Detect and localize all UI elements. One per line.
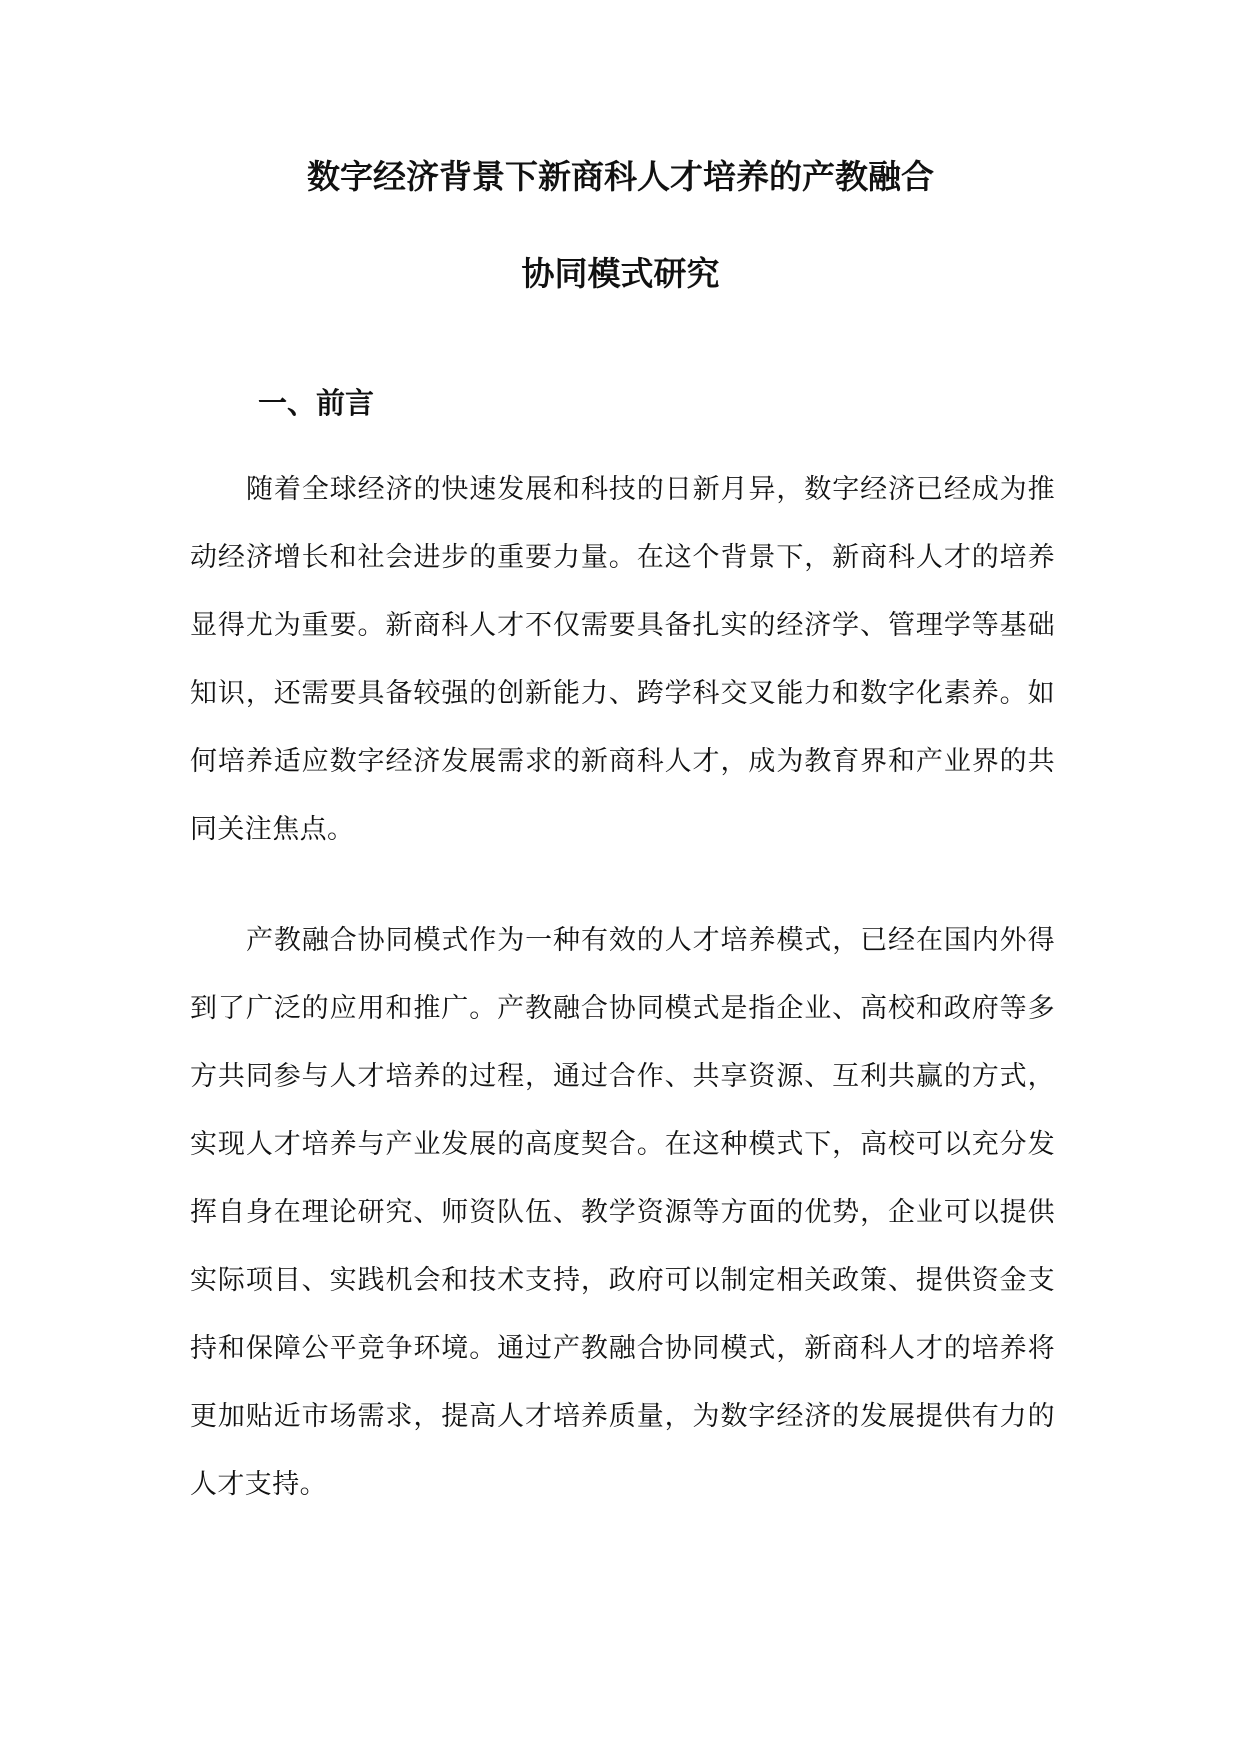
paragraph-2: 产教融合协同模式作为一种有效的人才培养模式，已经在国内外得到了广泛的应用和推广。产教融合协同模式是指企业、高校和政府等多方共同参与人才培养的过程，通过合作、共享资源、互利共赢的方式，实现人才培养与产业发展的高度契合。在这种模式下，高校可以充分发挥自身在理论研究、师资队伍、教学资源等方面的优势，企业可以提供实际项目、实践机会和技术支持，政府可以制定相关政策、提供资金支持和保障公平竞争环境。通过产教融合协同模式，新商科人才的培养将更加贴近市场需求，提高人才培养质量，为数字经济的发展提供有力的人才支持。 <box>190 925 1055 1500</box>
paragraph-1: 随着全球经济的快速发展和科技的日新月异，数字经济已经成为推动经济增长和社会进步的重要力量。在这个背景下，新商科人才的培养显得尤为重要。新商科人才不仅需要具备扎实的经济学、管理学等基础知识，还需要具备较强的创新能力、跨学科交叉能力和数字化素养。如何培养适应数字经济发展需求的新商科人才，成为教育界和产业界的共同关注焦点。 <box>190 474 1055 845</box>
document-title-line-2: 协同模式研究 <box>521 254 720 293</box>
section-heading: 一、前言 <box>258 386 375 420</box>
document-title-line-1: 数字经济背景下新商科人才培养的产教融合 <box>307 157 934 196</box>
